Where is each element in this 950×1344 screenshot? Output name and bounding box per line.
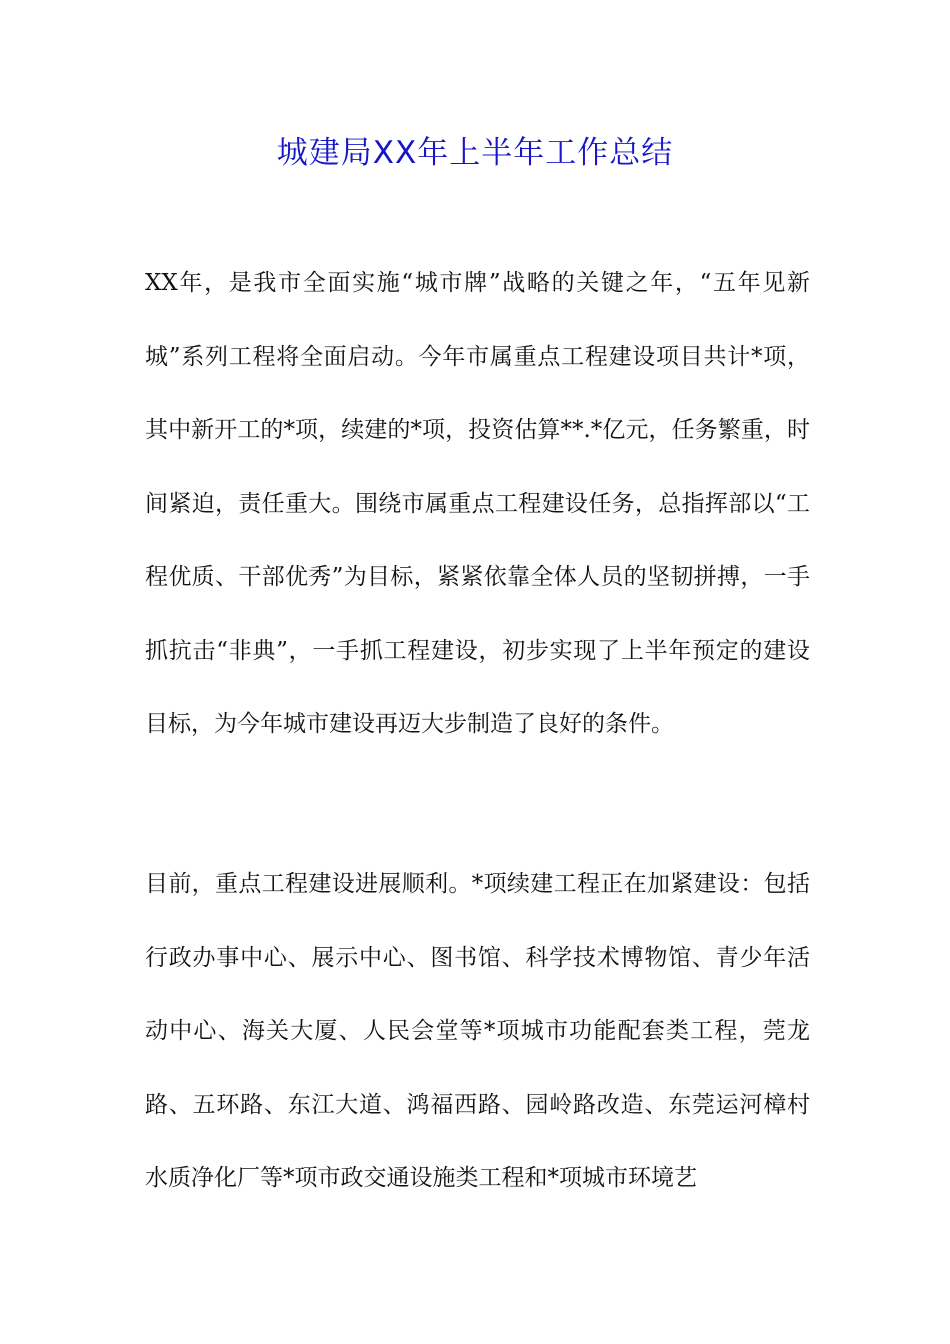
paragraph-progress: 目前，重点工程建设进展顺利。*项续建工程正在加紧建设：包括行政办事中心、展示中心、图书馆、科学技术博物馆、青少年活动中心、海关大厦、人民会堂等*项城市功能配套类工程，莞龙路、五环路、东江大道、鸿福西路、园岭路改造、东莞运河樟村水质净化厂等*项市政交通设施类工程和*项城市环境艺 (145, 871, 810, 1191)
paragraph-intro: XX年，是我市全面实施“城市牌”战略的关键之年，“五年见新城”系列工程将全面启动。今年市属重点工程建设项目共计*项，其中新开工的*项，续建的*项，投资估算**.*亿元，任务繁重，时间紧迫，责任重大。围绕市属重点工程建设任务，总指挥部以“工程优质、干部优秀”为目标，紧紧依靠全体人员的坚韧拼搏，一手抓抗击“非典”，一手抓工程建设，初步实现了上半年预定的建设目标，为今年城市建设再迈大步制造了良好的条件。 (145, 270, 810, 737)
document-title: 城建局XX年上半年工作总结 (276, 135, 674, 171)
